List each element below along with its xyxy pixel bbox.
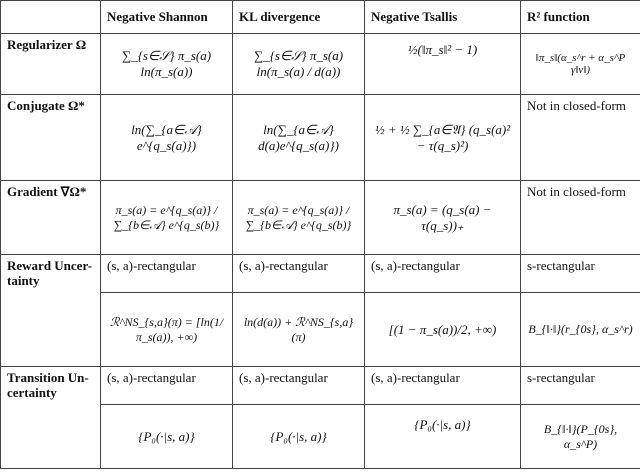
cell-formula: ℛ^NS_{s,a}(π) = [ln(1/π_s(a)), +∞) (101, 293, 233, 367)
table-row (1, 181, 640, 255)
cell-formula: B_{‖·‖}(P_{0s}, α_s^P) (521, 405, 640, 469)
header-r2-function: R² function (521, 1, 640, 34)
cell-text: (s, a)-rectangular (233, 255, 365, 293)
row-label-conjugate: Conjugate Ω* (1, 95, 101, 181)
row-label-regularizer: Regularizer Ω (1, 34, 101, 95)
table-row (1, 34, 640, 95)
cell-formula: B_{‖·‖}(r_{0s}, α_s^r) (521, 293, 640, 367)
cell-text: (s, a)-rectangular (233, 367, 365, 405)
row-label-gradient: Gradient ∇Ω* (1, 181, 101, 255)
cell-formula: {P₀(·|s, a)} (233, 405, 365, 469)
header-row (1, 1, 640, 34)
cell-formula: ‖π_s‖(α_s^r + α_s^P γ‖v‖) (521, 34, 640, 95)
cell-formula: ln(∑_{a∈𝒜} e^{q_s(a)}) (101, 95, 233, 181)
cell-text: s-rectangular (521, 255, 640, 293)
cell-formula: ∑_{s∈𝒮} π_s(a) ln(π_s(a)) (101, 34, 233, 95)
cell-formula: ½ + ½ ∑_{a∈𝔄} (q_s(a)² − τ(q_s)²) (365, 95, 521, 181)
header-empty (1, 1, 101, 34)
table-row (1, 255, 640, 293)
cell-formula: [(1 − π_s(a))/2, +∞) (365, 293, 521, 367)
header-negative-tsallis: Negative Tsallis (365, 1, 521, 34)
table-row (1, 367, 640, 405)
cell-text: Not in closed-form (521, 181, 640, 255)
cell-text: (s, a)-rectangular (101, 255, 233, 293)
cell-formula: π_s(a) = e^{q_s(a)} / ∑_{b∈𝒜} e^{q_s(b)} (233, 181, 365, 255)
cell-formula: ln(d(a)) + ℛ^NS_{s,a}(π) (233, 293, 365, 367)
cell-formula: π_s(a) = (q_s(a) − τ(q_s))₊ (365, 181, 521, 255)
header-negative-shannon: Negative Shannon (101, 1, 233, 34)
cell-formula: {P₀(·|s, a)} (101, 405, 233, 469)
cell-text: (s, a)-rectangular (365, 255, 521, 293)
table-row (1, 95, 640, 181)
cell-formula: ln(∑_{a∈𝒜} d(a)e^{q_s(a)}) (233, 95, 365, 181)
row-label-transition-uncertainty: Transition Un-certainty (1, 367, 101, 469)
cell-formula: ∑_{s∈𝒮} π_s(a) ln(π_s(a) / d(a)) (233, 34, 365, 95)
header-kl-divergence: KL divergence (233, 1, 365, 34)
cell-formula: ½(‖π_s‖² − 1) (365, 34, 521, 95)
cell-formula: π_s(a) = e^{q_s(a)} / ∑_{b∈𝒜} e^{q_s(b)} (101, 181, 233, 255)
cell-formula: {P₀(·|s, a)} (365, 405, 521, 469)
cell-text: (s, a)-rectangular (101, 367, 233, 405)
row-label-reward-uncertainty: Reward Uncer-tainty (1, 255, 101, 367)
cell-text: Not in closed-form (521, 95, 640, 181)
cell-text: s-rectangular (521, 367, 640, 405)
cell-text: (s, a)-rectangular (365, 367, 521, 405)
